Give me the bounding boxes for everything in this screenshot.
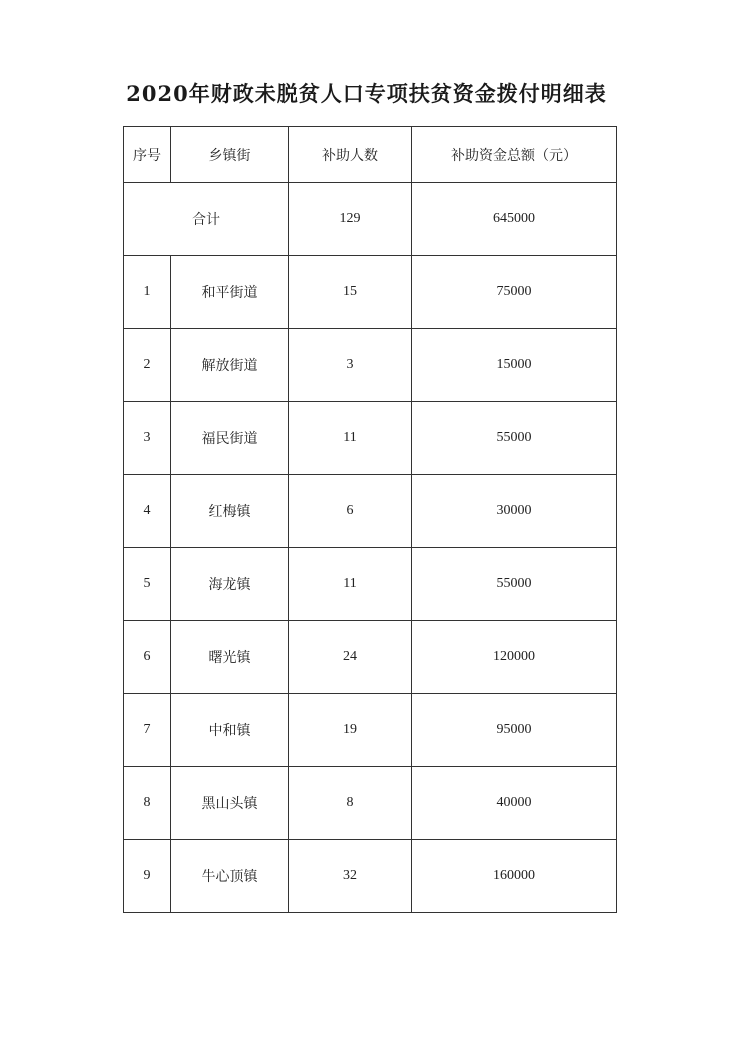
row-seq: 6 xyxy=(124,621,171,694)
row-town: 红梅镇 xyxy=(171,475,289,548)
row-seq: 5 xyxy=(124,548,171,621)
row-town: 福民街道 xyxy=(171,402,289,475)
row-seq: 3 xyxy=(124,402,171,475)
row-seq: 1 xyxy=(124,256,171,329)
row-people: 11 xyxy=(289,548,412,621)
table-row xyxy=(124,767,617,840)
table-row xyxy=(124,329,617,402)
row-amount: 30000 xyxy=(412,475,617,548)
row-amount: 40000 xyxy=(412,767,617,840)
row-people: 3 xyxy=(289,329,412,402)
total-label: 合计 xyxy=(124,183,289,256)
row-town: 中和镇 xyxy=(171,694,289,767)
row-town: 曙光镇 xyxy=(171,621,289,694)
page-title: 2020年财政未脱贫人口专项扶贫资金拨付明细表 xyxy=(126,81,607,106)
table-row xyxy=(124,256,617,329)
table-row xyxy=(124,475,617,548)
table-row xyxy=(124,621,617,694)
header-town: 乡镇街 xyxy=(171,127,289,183)
row-seq: 8 xyxy=(124,767,171,840)
row-town: 解放街道 xyxy=(171,329,289,402)
row-amount: 55000 xyxy=(412,548,617,621)
allocation-table xyxy=(123,126,617,913)
row-seq: 2 xyxy=(124,329,171,402)
row-town: 牛心顶镇 xyxy=(171,840,289,913)
row-amount: 120000 xyxy=(412,621,617,694)
row-town: 海龙镇 xyxy=(171,548,289,621)
row-seq: 7 xyxy=(124,694,171,767)
row-people: 11 xyxy=(289,402,412,475)
row-town: 黑山头镇 xyxy=(171,767,289,840)
table-row xyxy=(124,840,617,913)
row-people: 19 xyxy=(289,694,412,767)
row-amount: 55000 xyxy=(412,402,617,475)
table-row xyxy=(124,694,617,767)
table-row xyxy=(124,548,617,621)
row-people: 24 xyxy=(289,621,412,694)
total-people: 129 xyxy=(289,183,412,256)
total-amount: 645000 xyxy=(412,183,617,256)
row-town: 和平街道 xyxy=(171,256,289,329)
row-seq: 4 xyxy=(124,475,171,548)
header-seq: 序号 xyxy=(124,127,171,183)
header-amount: 补助资金总额（元） xyxy=(412,127,617,183)
table-header-row xyxy=(124,127,617,183)
row-people: 8 xyxy=(289,767,412,840)
row-people: 32 xyxy=(289,840,412,913)
row-seq: 9 xyxy=(124,840,171,913)
header-people: 补助人数 xyxy=(289,127,412,183)
total-row xyxy=(124,183,617,256)
row-amount: 95000 xyxy=(412,694,617,767)
row-people: 6 xyxy=(289,475,412,548)
row-amount: 160000 xyxy=(412,840,617,913)
table-row xyxy=(124,402,617,475)
row-amount: 75000 xyxy=(412,256,617,329)
row-people: 15 xyxy=(289,256,412,329)
row-amount: 15000 xyxy=(412,329,617,402)
